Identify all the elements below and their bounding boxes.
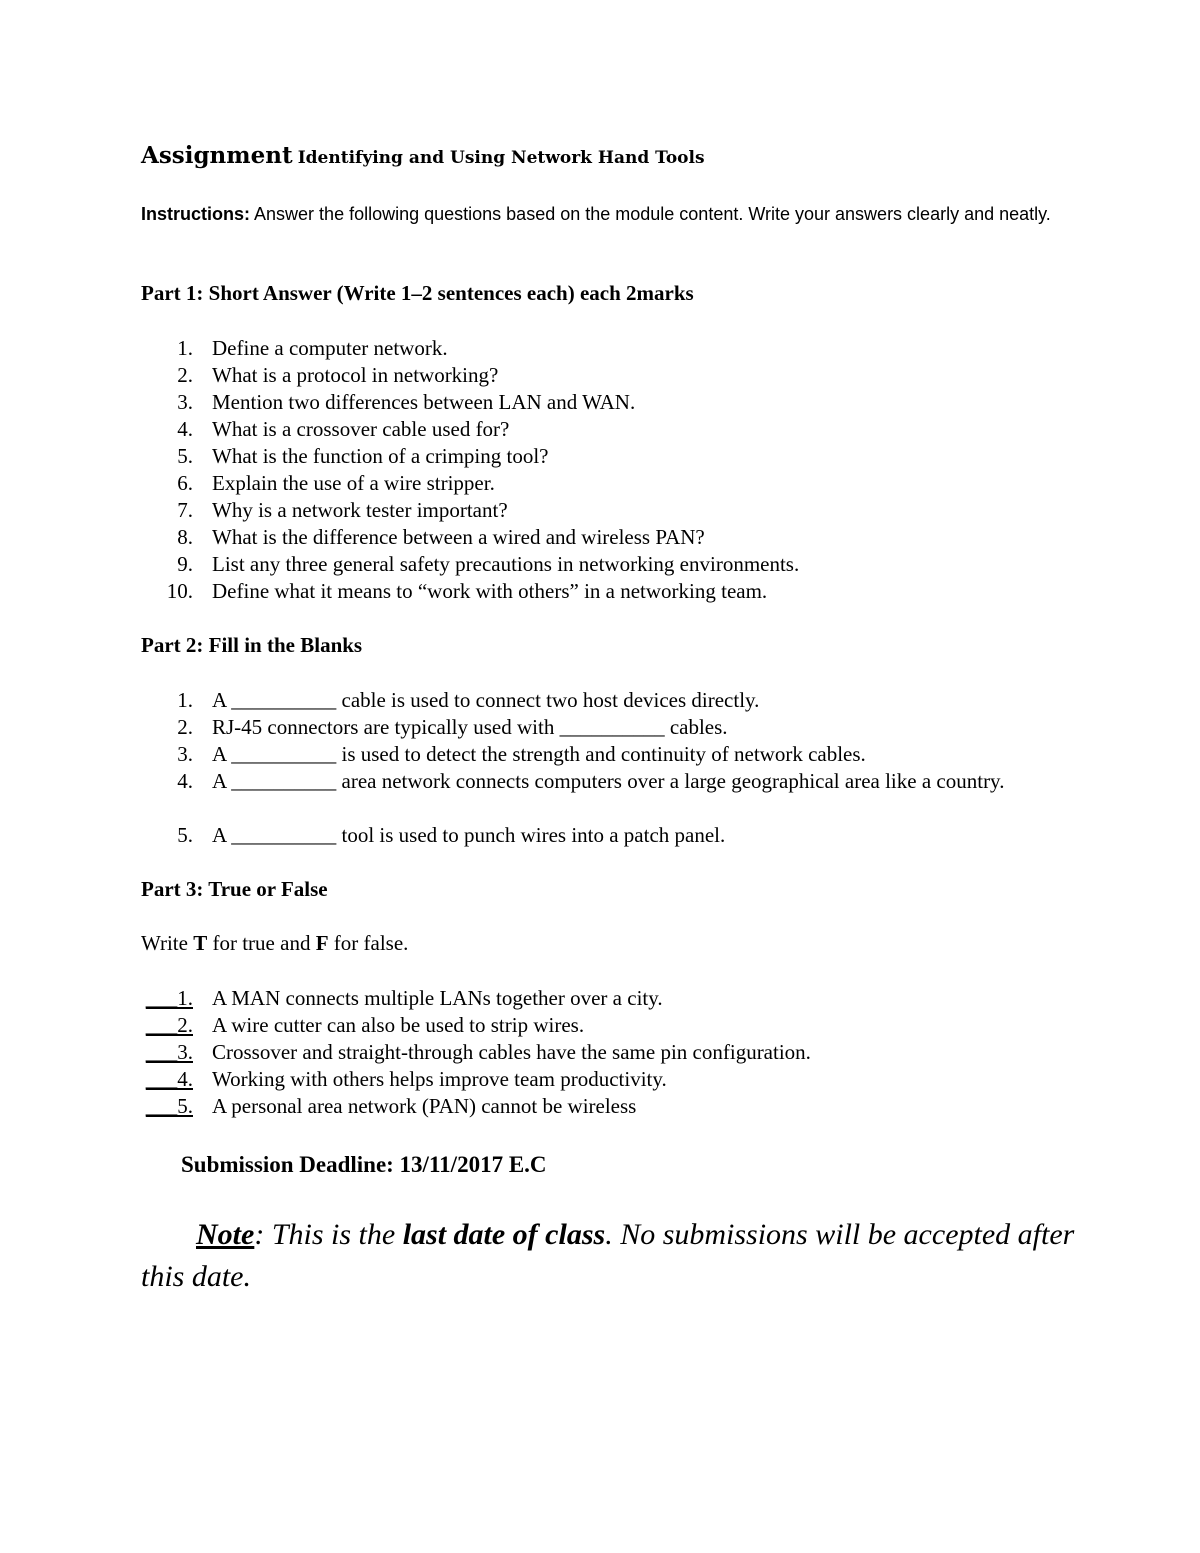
part3-heading: Part 3: True or False xyxy=(141,877,328,901)
document-page: Assignment Identifying and Using Network Hand Tools Instructions: Answer the following questions based on the module content. Write your answers clearly and neatly. Part 1: Short Answer (Write 1–2 sentences each) each 2marks 1. Define a computer network. 2. What is a protocol in networking? 3. Mention two differences between LAN and WAN. 4. What is a crossover cable used for? 5. What is the function of a crimping tool? 6. Explain the use of a wire stripper. 7. Why is a network tester important? 8. What is the difference between a wired and wireless PAN? 9. List any three general safety precautions in networking environments. 10. Define what it means to “work with others” in a networking team. Part 2: Fill in the Blanks 1. A __________ cable is used to connect two host devices directly. 2. RJ-45 connectors are typically used with __________ cables. 3. A __________ is used to detect the strength and continuity of network cables. 4. A __________ area network connects computers over a large geographical area like a country. 5. A __________ tool is used to punch wires into a patch panel. Part 3: True or False Write T for true and F for false. ___1. A MAN connects multiple LANs together over a city. ___2. A wire cutter can also be used to strip wires. ___3. Crossover and straight-through cables have the same pin configuration. ___4. Working with others helps improve team productivity. ___5. A personal area network (PAN) cannot be wireless Submission Deadline: 13/11/2017 E.C Note: This is the last date of class. No submissions will be accepted after this date. xyxy=(0,0,1200,1553)
part1-heading: Part 1: Short Answer (Write 1–2 sentences each) each 2marks xyxy=(141,281,694,305)
note-emphasis: last date of class xyxy=(402,1218,606,1251)
instructions-label: Instructions: xyxy=(141,204,251,224)
title-main: Assignment xyxy=(141,142,293,169)
assignment-title xyxy=(141,142,705,169)
part2-heading: Part 2: Fill in the Blanks xyxy=(141,633,363,657)
note-label: Note xyxy=(196,1218,255,1251)
part3-instructions: Write T for true and F for false. xyxy=(141,931,409,955)
instructions-text: Answer the following questions based on the module content. Write your answers clearly and neatly. xyxy=(254,204,1051,224)
title-sub: Identifying and Using Network Hand Tools xyxy=(297,148,705,168)
instructions xyxy=(141,201,1071,228)
note-paragraph: Note: This is the last date of class. No submissions will be accepted after this date. xyxy=(141,1218,1075,1293)
submission-deadline: Submission Deadline: 13/11/2017 E.C xyxy=(181,1152,547,1177)
